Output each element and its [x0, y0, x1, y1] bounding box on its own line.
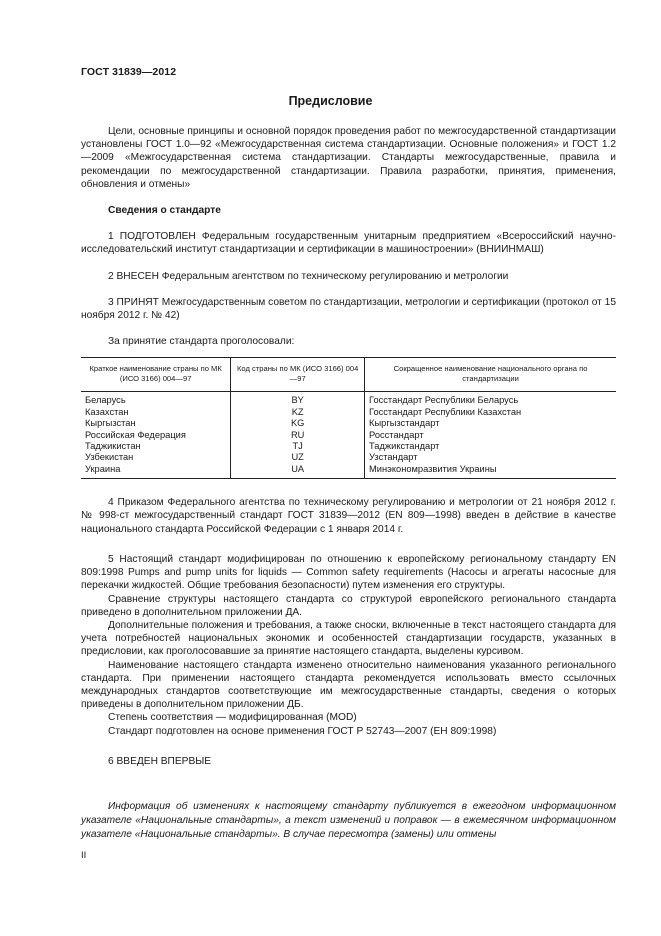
national-body: Росстандарт [365, 430, 616, 441]
country-code: RU [231, 430, 365, 441]
item-6-paragraph: 6 ВВЕДЕН ВПЕРВЫЕ [108, 755, 212, 767]
document-code: ГОСТ 31839—2012 [81, 66, 177, 78]
country-code: TJ [231, 441, 365, 452]
header-country-name: Краткое наименование страны по МК (ИСО 3166) 004—97 [81, 358, 231, 392]
table-header-row [81, 358, 616, 392]
table-row [81, 392, 616, 407]
country-name: Казахстан [85, 406, 129, 417]
item-5-basis-paragraph: Стандарт подготовлен на основе применения ГОСТ Р 52743—2007 (ЕН 809:1998) [108, 725, 497, 737]
national-body: Таджикстандарт [365, 441, 616, 452]
item-3-paragraph: 3 ПРИНЯТ Межгосударственным советом по стандартизации, метрологии и сертификации (протокол от 15 ноября 2012 г. № 42) [81, 296, 616, 322]
country-name: Узбекистан [85, 452, 134, 463]
voting-table [81, 357, 616, 479]
national-body: Узстандарт [365, 452, 616, 463]
preface-body [81, 125, 616, 768]
item-5-compare-paragraph: Сравнение структуры настоящего стандарта со структурой европейского регионального стандарта приведено в дополнительном приложении ДА. [81, 593, 616, 618]
changes-info-note: Информация об изменениях к настоящему стандарту публикуется в ежегодном информационном указателе «Национальные стандарты», а текст изменений и поправок — в ежемесячном информационном указателе «Национальные стандарты». В случае пересмотра (замены) или отмены [81, 801, 616, 840]
page-title: Предисловие [288, 94, 373, 108]
item-2-paragraph: 2 ВНЕСЕН Федеральным агентством по техническому регулированию и метрологии [108, 270, 509, 282]
national-body: Госстандарт Республики Казахстан [365, 407, 616, 418]
voted-intro: За принятие стандарта проголосовали: [108, 336, 295, 348]
national-body: Кыргызстандарт [365, 418, 616, 429]
header-national-body: Сокращенное наименование национального органа по стандартизации [365, 358, 616, 392]
table-row [81, 452, 616, 463]
country-name: Украина [81, 464, 231, 479]
table-row [81, 418, 616, 429]
intro-paragraph: Цели, основные принципы и основной порядок проведения работ по межгосударственной стандартизации установлены ГОСТ 1.0—92 «Межгосударственная система стандартизации. Основные положения» и ГОСТ 1.2—2009 «Межгосударственная система стандартизации. Стандарты межгосударственные, правила и рекомендации по межгосударственной стандартизации. Правила разработки, принятия, применения, обновления и отмены» [81, 126, 616, 190]
country-code: UA [231, 464, 365, 479]
item-5-name-paragraph: Наименование настоящего стандарта изменено относительно наименования указанного регионального стандарта. При применении настоящего стандарта рекомендуется использовать вместо ссылочных международных стандартов соответствующие им межгосударственные стандарты, сведения о которых приведены в дополнительном приложении ДБ. [81, 659, 616, 711]
national-body: Госстандарт Республики Беларусь [365, 392, 616, 407]
item-4-paragraph: 4 Приказом Федерального агентства по техническому регулированию и метрологии от 21 ноября 2012 г. № 998-ст межгосударственный стандарт ГОСТ 31839—2012 (EN 809—1998) введен в действие в качестве национального стандарта Российской Федерации с 1 января 2014 г. [81, 497, 616, 535]
country-code: BY [231, 392, 365, 407]
item-5-degree-paragraph: Степень соответствия — модифицированная (MOD) [108, 712, 357, 724]
page-number: II [81, 850, 87, 861]
item-5-additional-paragraph: Дополнительные положения и требования, а также сноски, включенные в текст настоящего стандарта для учета потребностей национальных экономик и особенностей стандартизации государств, указанных в предисловии, как проголосовавшие за принятие настоящего стандарта, выделены курсивом. [81, 619, 616, 658]
header-country-code: Код страны по МК (ИСО 3166) 004—97 [231, 358, 365, 392]
country-name: Беларусь [85, 395, 126, 406]
country-name: Таджикистан [85, 441, 141, 452]
country-code: KZ [231, 407, 365, 418]
table-row [81, 407, 616, 418]
table-row [81, 464, 616, 479]
country-name: Российская Федерация [85, 429, 186, 440]
item-1-paragraph: 1 ПОДГОТОВЛЕН Федеральным государственным унитарным предприятием «Всероссийский научно-исследовательский институт стандартизации и сертификации в машиностроении» (ВНИИНМАШ) [81, 231, 616, 256]
country-code: UZ [231, 452, 365, 463]
country-name: Кыргызстан [85, 418, 136, 429]
national-body: Минэкономразвития Украины [365, 464, 616, 479]
item-5-paragraph: 5 Настоящий стандарт модифицирован по отношению к европейскому региональному стандарту EN 809:1998 Pumps and pump units for liquids — Common safety requirements (Насосы и агрегаты насосные для перекачки жидкостей. Общие требования безопасности) путем изменения его структуры. [81, 553, 616, 592]
info-heading: Сведения о стандарте [108, 205, 221, 217]
table-row [81, 430, 616, 441]
table-row [81, 441, 616, 452]
country-code: KG [231, 418, 365, 429]
